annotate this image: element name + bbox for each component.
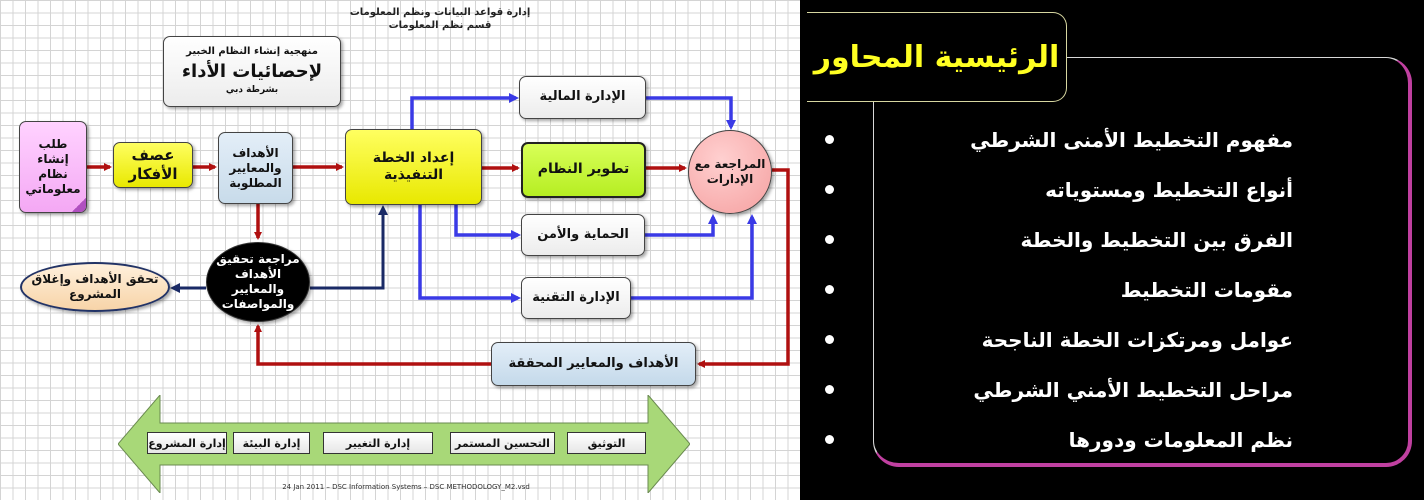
- process-tag-environment-management: [233, 432, 310, 454]
- list-item: [883, 115, 1293, 165]
- topic-label: نظم المعلومات ودورها: [1068, 428, 1293, 452]
- methodology-title-box: [163, 36, 341, 107]
- title-org: بشرطة دبي: [225, 85, 279, 96]
- process-tag-documentation: [567, 432, 646, 454]
- node-review-with-depts: [688, 130, 772, 214]
- node-tech-dept: [521, 277, 631, 319]
- list-item: [883, 165, 1293, 215]
- node-label: تحقق الأهداف وإغلاق المشروع: [31, 272, 159, 301]
- slide-panel: [803, 0, 1424, 500]
- node-label: المراجعة مع الإدارات: [694, 157, 766, 186]
- bullet-icon: [825, 135, 834, 144]
- tag-label: التحسين المستمر: [455, 436, 550, 450]
- node-label: الأهداف والمعايير المطلوبة: [229, 145, 282, 190]
- title-main: لإحصائيات الأداء: [181, 60, 323, 82]
- bullet-icon: [825, 385, 834, 394]
- node-request-info-system: [19, 121, 87, 213]
- node-label: الحماية والأمن: [537, 226, 629, 242]
- list-item: [883, 315, 1293, 365]
- node-system-development: [521, 142, 646, 198]
- organization-header: [340, 6, 540, 32]
- tag-label: إدارة البيئة: [242, 436, 301, 450]
- tag-label: التوثيق: [587, 436, 626, 450]
- list-item: [883, 215, 1293, 265]
- topic-label: مراحل التخطيط الأمني الشرطي: [973, 378, 1293, 402]
- process-tag-change-management: [323, 432, 433, 454]
- process-tag-project-management: [147, 432, 227, 454]
- list-item: [883, 265, 1293, 315]
- bullet-icon: [825, 285, 834, 294]
- topic-label: مفهوم التخطيط الأمنى الشرطي: [970, 128, 1293, 152]
- node-finance-dept: [519, 76, 646, 119]
- node-brainstorm: [113, 142, 193, 188]
- topic-label: عوامل ومرتكزات الخطة الناجحة: [981, 328, 1293, 352]
- process-tag-continuous-improvement: [450, 432, 555, 454]
- node-label: طلب إنشاء نظام معلوماتي: [25, 137, 81, 196]
- slide-title: الرئيسية المحاور: [813, 39, 1060, 75]
- tag-label: إدارة المشروع: [148, 436, 226, 450]
- node-label: تطوير النظام: [537, 161, 630, 178]
- slide-title-box: [807, 12, 1067, 102]
- node-label: إعداد الخطة التنفيذية: [372, 149, 455, 183]
- title-subtitle: منهجية إنشاء النظام الخبير: [186, 46, 318, 58]
- node-label: عصف الأفكار: [128, 146, 178, 183]
- header-department: إدارة قواعد البيانات ونظم المعلومات: [349, 7, 531, 18]
- footer-filename: 24 Jan 2011 – DSC Information Systems – DSC METHODOLOGY_M2.vsd: [282, 483, 530, 491]
- bullet-icon: [825, 235, 834, 244]
- node-protection-security: [521, 214, 645, 256]
- node-execution-plan: [345, 129, 482, 205]
- node-label: الإدارة المالية: [539, 89, 626, 105]
- node-label: مراجعة تحقيق الأهداف والمعايير والمواصفات: [216, 252, 300, 311]
- bullet-icon: [825, 335, 834, 344]
- list-item: [883, 415, 1293, 465]
- node-label: الأهداف والمعايير المحققة: [508, 355, 679, 371]
- node-required-goals: [218, 132, 293, 204]
- topics-list: [883, 115, 1293, 465]
- bullet-icon: [825, 435, 834, 444]
- tag-label: إدارة التغيير: [345, 436, 411, 450]
- node-verify-goals: [206, 242, 310, 322]
- node-close-project: [20, 262, 170, 312]
- node-achieved-goals: [491, 342, 696, 386]
- topic-label: الفرق بين التخطيط والخطة: [1020, 228, 1293, 252]
- topic-label: أنواع التخطيط ومستوياته: [1045, 178, 1293, 202]
- bullet-icon: [825, 185, 834, 194]
- node-label: الإدارة التقنية: [532, 289, 620, 305]
- folded-corner-icon: [72, 198, 86, 212]
- topic-label: مقومات التخطيط: [1120, 278, 1293, 302]
- list-item: [883, 365, 1293, 415]
- header-section: قسم نظم المعلومات: [388, 20, 492, 31]
